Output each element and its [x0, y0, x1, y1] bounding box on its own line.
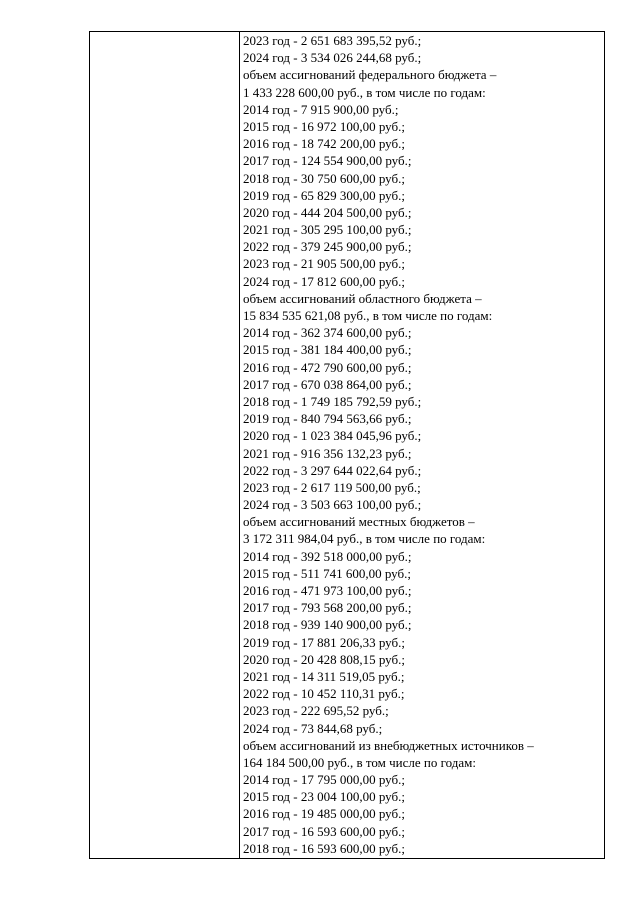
funding-text-line: 2020 год - 444 204 500,00 руб.; [243, 204, 412, 220]
funding-text-line: 2016 год - 19 485 000,00 руб.; [243, 806, 405, 822]
funding-text-line: 2016 год - 472 790 600,00 руб.; [243, 359, 412, 375]
funding-text-line: 2023 год - 2 617 119 500,00 руб.; [243, 479, 421, 495]
funding-text-line: 2017 год - 16 593 600,00 руб.; [243, 823, 405, 839]
funding-text-line: 2024 год - 17 812 600,00 руб.; [243, 273, 405, 289]
funding-text-line: 2014 год - 7 915 900,00 руб.; [243, 101, 399, 117]
funding-text-line: объем ассигнований из внебюджетных источников – [243, 737, 534, 753]
table-left-column [90, 32, 240, 858]
funding-text-line: 2022 год - 10 452 110,31 руб.; [243, 686, 405, 702]
funding-table [89, 31, 605, 859]
funding-text-line: 2023 год - 21 905 500,00 руб.; [243, 256, 405, 272]
funding-text-line: 2017 год - 124 554 900,00 руб.; [243, 153, 412, 169]
funding-text-line: 2019 год - 17 881 206,33 руб.; [243, 634, 405, 650]
funding-text-line: 2014 год - 17 795 000,00 руб.; [243, 772, 405, 788]
funding-text-line: 1 433 228 600,00 руб., в том числе по годам: [243, 84, 486, 100]
table-right-column [240, 32, 604, 858]
funding-text-line: 2024 год - 73 844,68 руб.; [243, 720, 383, 736]
funding-text-line: 2016 год - 18 742 200,00 руб.; [243, 136, 405, 152]
funding-text-line: 2020 год - 1 023 384 045,96 руб.; [243, 428, 422, 444]
funding-text-line: 2017 год - 793 568 200,00 руб.; [243, 600, 412, 616]
funding-text-line: 2019 год - 65 829 300,00 руб.; [243, 187, 405, 203]
funding-text-line: объем ассигнований федерального бюджета – [243, 67, 497, 83]
funding-text-line: 164 184 500,00 руб., в том числе по годам: [243, 754, 476, 770]
funding-text-line: 2023 год - 222 695,52 руб.; [243, 703, 389, 719]
funding-text-line: 2021 год - 14 311 519,05 руб.; [243, 668, 405, 684]
funding-text-line: 2020 год - 20 428 808,15 руб.; [243, 651, 405, 667]
funding-text-line: 2022 год - 379 245 900,00 руб.; [243, 239, 412, 255]
funding-text-line: 2015 год - 23 004 100,00 руб.; [243, 789, 405, 805]
funding-text-line: объем ассигнований местных бюджетов – [243, 514, 475, 530]
funding-text-line: 2021 год - 916 356 132,23 руб.; [243, 445, 412, 461]
funding-text-line: 2014 год - 362 374 600,00 руб.; [243, 325, 412, 341]
funding-text-line: 2019 год - 840 794 563,66 руб.; [243, 411, 412, 427]
funding-text-line: 2014 год - 392 518 000,00 руб.; [243, 548, 412, 564]
funding-text-line: 2024 год - 3 534 026 244,68 руб.; [243, 50, 422, 66]
funding-text-line: 2022 год - 3 297 644 022,64 руб.; [243, 462, 422, 478]
funding-text-line: 2018 год - 1 749 185 792,59 руб.; [243, 393, 422, 409]
funding-text-line: 2024 год - 3 503 663 100,00 руб.; [243, 497, 422, 513]
funding-text-line: 2015 год - 511 741 600,00 руб.; [243, 565, 411, 581]
funding-text-line: 2016 год - 471 973 100,00 руб.; [243, 583, 412, 598]
funding-text-line: 2015 год - 16 972 100,00 руб.; [243, 118, 405, 134]
funding-text-line: 3 172 311 984,04 руб., в том числе по годам: [243, 531, 486, 547]
funding-text-line: 2021 год - 305 295 100,00 руб.; [243, 222, 412, 238]
funding-text-line: 2015 год - 381 184 400,00 руб.; [243, 342, 412, 358]
funding-text-line: 2017 год - 670 038 864,00 руб.; [243, 376, 412, 392]
funding-text-line: 2018 год - 16 593 600,00 руб.; [243, 840, 405, 856]
funding-text-line: 2018 год - 939 140 900,00 руб.; [243, 617, 412, 633]
funding-text-line: объем ассигнований областного бюджета – [243, 290, 482, 306]
funding-text-line: 2018 год - 30 750 600,00 руб.; [243, 170, 405, 186]
funding-text-line: 15 834 535 621,08 руб., в том числе по годам: [243, 308, 493, 323]
funding-text-line: 2023 год - 2 651 683 395,52 руб.; [243, 33, 422, 48]
